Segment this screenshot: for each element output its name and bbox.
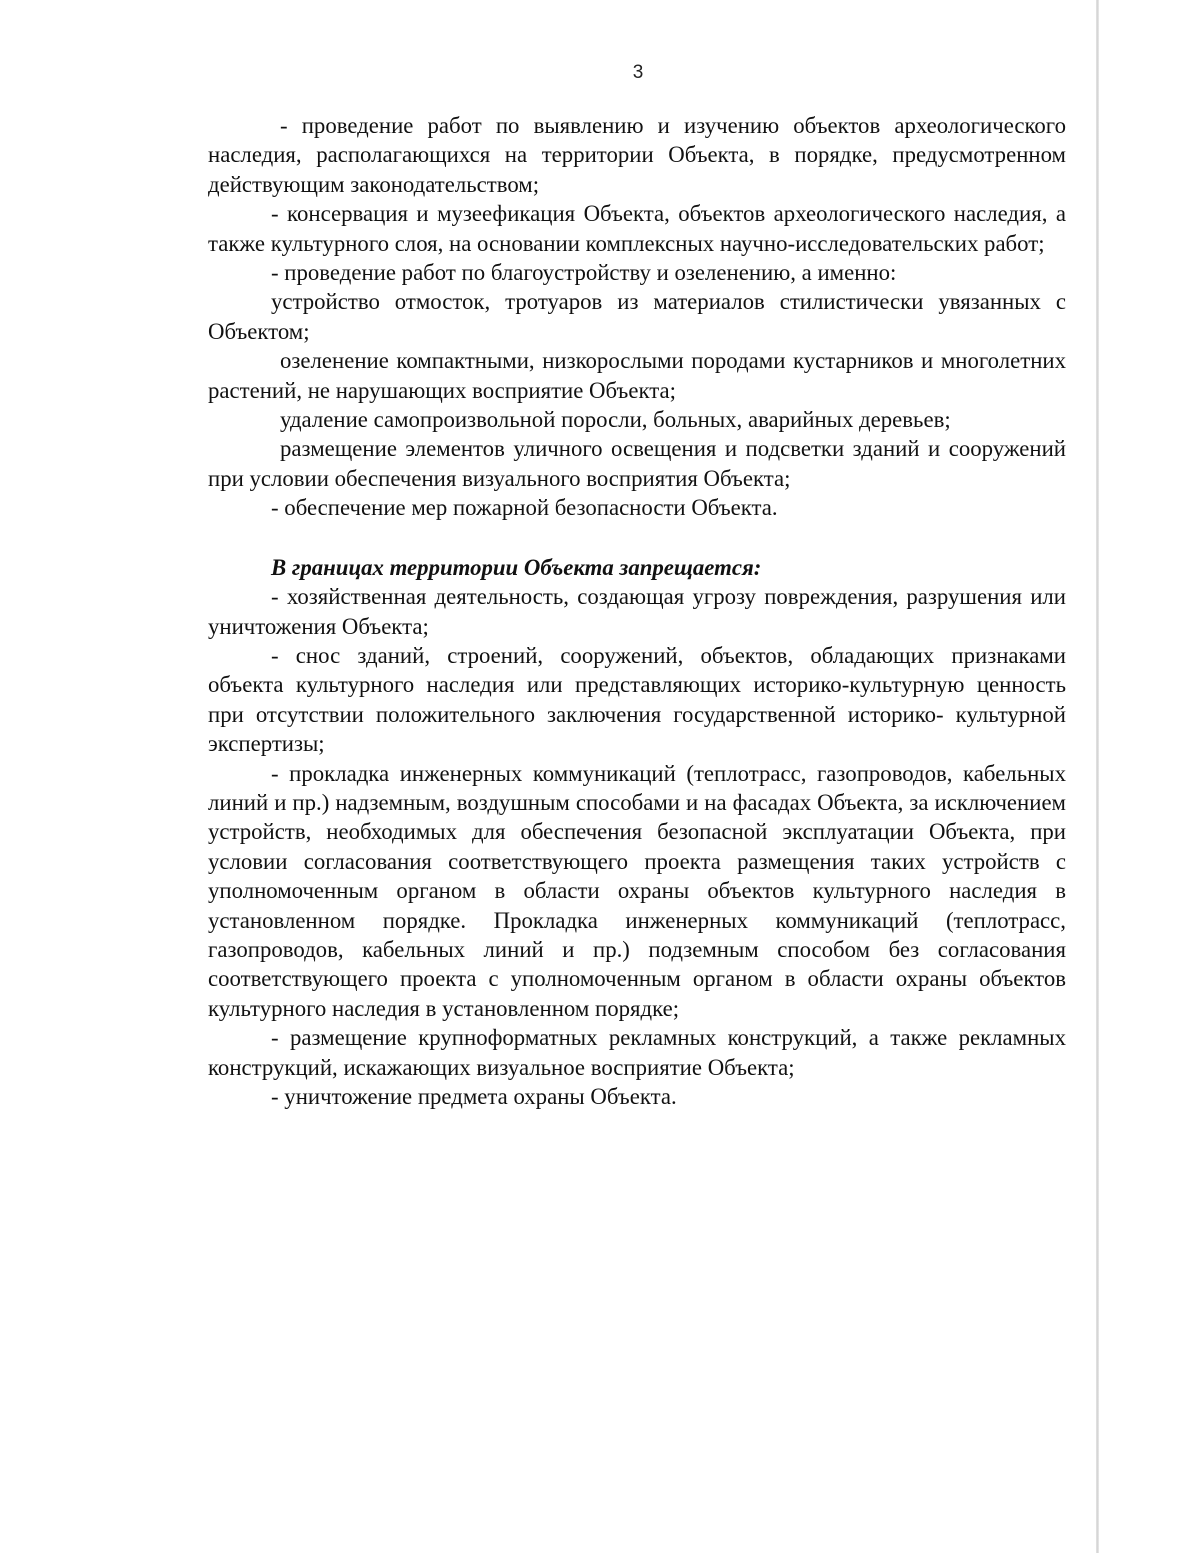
paragraph-sidewalks: устройство отмосток, тротуаров из материалов стилистически увязанных с Объектом;: [208, 289, 1066, 344]
paragraph-greenery: озеленение компактными, низкорослыми породами кустарников и многолетних растений, не нарушающих восприятие Объекта;: [208, 348, 1066, 403]
document-body: [208, 111, 1066, 1111]
paragraph-landscaping: - проведение работ по благоустройству и озеленению, а именно:: [271, 260, 897, 286]
paragraph-economic-activity: - хозяйственная деятельность, создающая угрозу повреждения, разрушения или уничтожения Объекта;: [208, 584, 1066, 639]
paragraph-protection-destruction: - уничтожение предмета охраны Объекта.: [271, 1084, 677, 1109]
paragraph-lighting: размещение элементов уличного освещения и подсветки зданий и сооружений при условии обеспечения визуального восприятия Объекта;: [208, 436, 1066, 491]
paragraph-advertising: - размещение крупноформатных рекламных конструкций, а также рекламных конструкций, искажающих визуальное восприятие Объекта;: [208, 1025, 1066, 1080]
section-heading-prohibited: В границах территории Объекта запрещается:: [271, 554, 762, 580]
paragraph-conservation: - консервация и музеефикация Объекта, объектов археологического наследия, а также культурного слоя, на основании комплексных научно-исследовательских работ;: [208, 201, 1066, 256]
paragraph-utilities: - прокладка инженерных коммуникаций (теплотрасс, газопроводов, кабельных линий и пр.) надземным, воздушным способами и на фасадах Объекта, за исключением устройств, необходимых для обеспечения безопасной эксплуатации Объекта, при условии согласования соответствующего проекта размещения таких устройств с уполномоченным органом в области охраны объектов культурного наследия в установленном порядке. Прокладка инженерных коммуникаций (теплотрасс, газопроводов, кабельных линий и пр.) подземным способом без согласования соответствующего проекта с уполномоченным органом в области охраны объектов культурного наследия в установленном порядке;: [208, 760, 1066, 1021]
paragraph-fire-safety: - обеспечение мер пожарной безопасности Объекта.: [271, 495, 778, 521]
paragraph-demolition: - снос зданий, строений, сооружений, объектов, обладающих признаками объекта культурного наследия или представляющих историко-культурную ценность при отсутствии положительного заключения государственной историко- культурной экспертизы;: [208, 642, 1066, 757]
page-number: 3: [632, 62, 644, 83]
paragraph-tree-removal: удаление самопроизвольной поросли, больных, аварийных деревьев;: [280, 407, 951, 433]
scan-edge-shadow: [1096, 0, 1099, 1553]
paragraph-archaeology-works: - проведение работ по выявлению и изучению объектов археологического наследия, располагающихся на территории Объекта, в порядке, предусмотренном действующим законодательством;: [208, 113, 1066, 197]
